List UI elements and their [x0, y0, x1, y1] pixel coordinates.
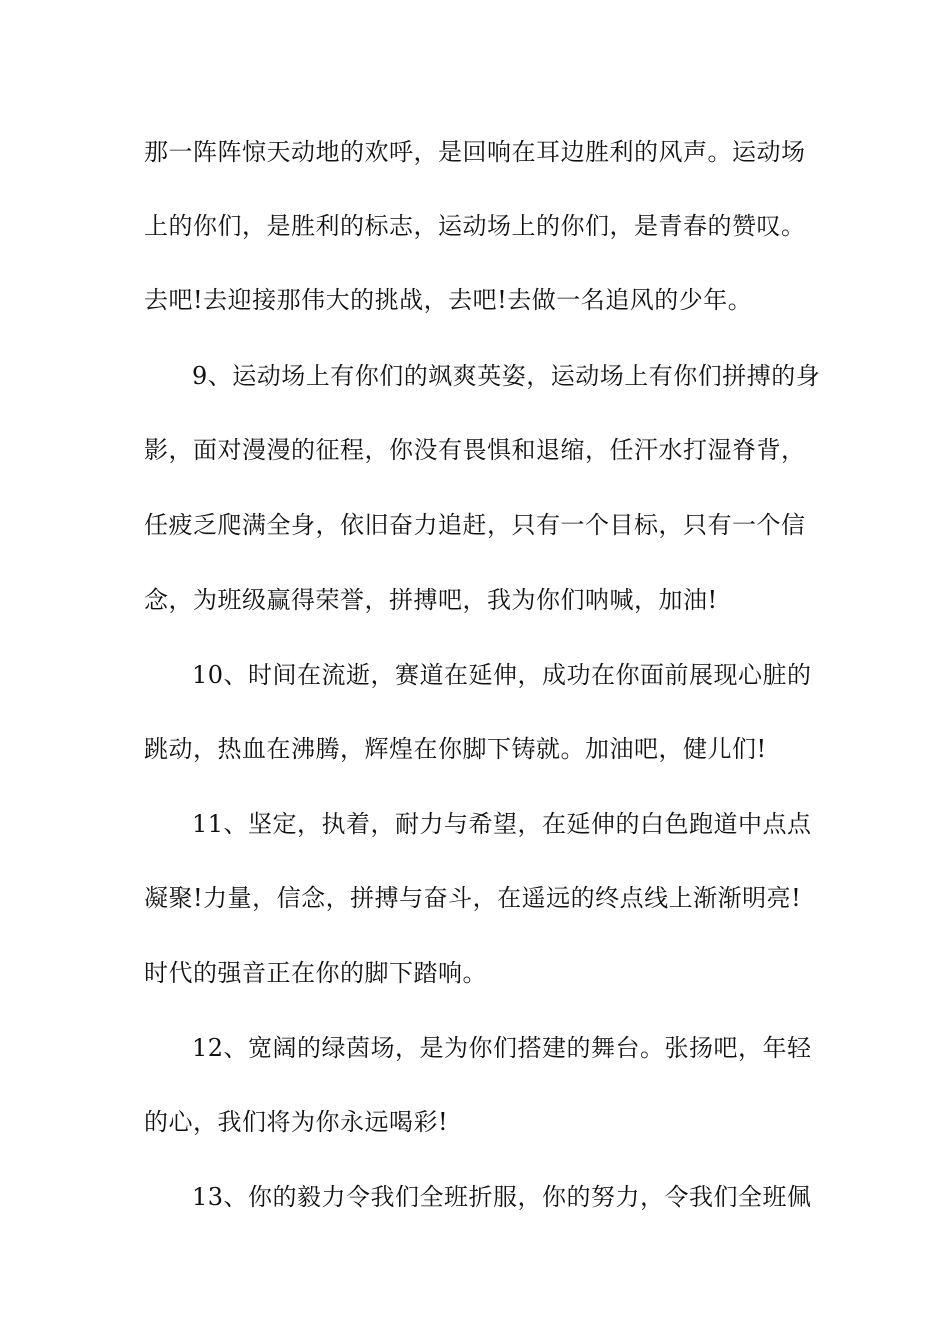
text-line: 凝聚!力量，信念，拼搏与奋斗，在遥远的终点线上渐渐明亮! [144, 884, 802, 912]
text-line: 影，面对漫漫的征程，你没有畏惧和退缩，任汗水打湿脊背， [144, 436, 806, 464]
text-line: 念，为班级赢得荣誉，拼搏吧，我为你们呐喊，加油! [144, 586, 718, 614]
text-line: 的心，我们将为你永远喝彩! [144, 1108, 449, 1136]
text-line: 跳动，热血在沸腾，辉煌在你脚下铸就。加油吧，健儿们! [144, 735, 767, 763]
paragraph-13-first-line: 13、你的毅力令我们全班折服，你的努力，令我们全班佩 [192, 1183, 812, 1211]
paragraph-12-first-line: 12、宽阔的绿茵场，是为你们搭建的舞台。张扬吧，年轻 [192, 1034, 812, 1062]
text-line: 时代的强音正在你的脚下踏响。 [144, 959, 487, 987]
text-line: 任疲乏爬满全身，依旧奋力追赶，只有一个目标，只有一个信 [144, 511, 806, 539]
text-line: 上的你们，是胜利的标志，运动场上的你们，是青春的赞叹。 [144, 212, 806, 240]
paragraph-9-first-line: 9、运动场上有你们的飒爽英姿，运动场上有你们拼搏的身 [192, 362, 821, 390]
paragraph-10-first-line: 10、时间在流逝，赛道在延伸，成功在你面前展现心脏的 [192, 661, 812, 689]
text-line: 那一阵阵惊天动地的欢呼，是回响在耳边胜利的风声。运动场 [144, 138, 806, 166]
paragraph-11-first-line: 11、坚定，执着，耐力与希望，在延伸的白色跑道中点点 [192, 810, 812, 838]
text-line: 去吧!去迎接那伟大的挑战，去吧!去做一名追风的少年。 [144, 286, 753, 314]
